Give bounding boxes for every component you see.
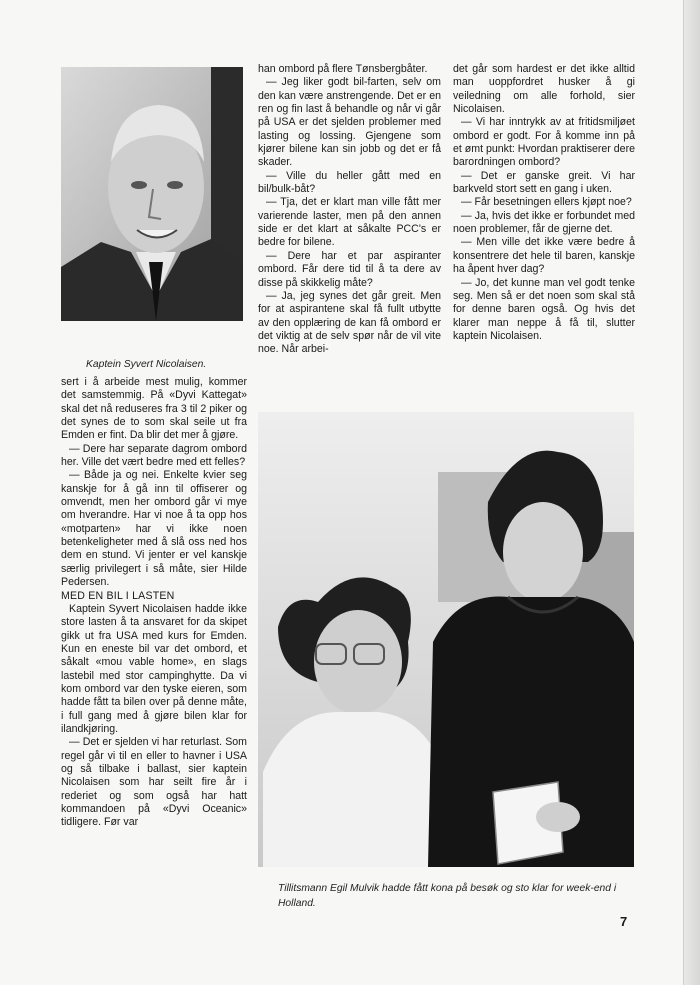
paragraph: — Tja, det er klart man ville fått mer varierende laster, men på den annen side er det klart at såkalte PCC's er bedre for bilene. [258, 196, 441, 249]
couple-photo [258, 412, 634, 867]
paragraph: — Ville du heller gått med en bil/bulk-båt? [258, 169, 441, 196]
paragraph: — Ja, jeg synes det går greit. Men for at aspirantene skal få fullt utbytte av den opplæring de kan få ombord er det viktig at de selv spør når de vil vite noe. Når arbei- [258, 289, 441, 356]
column-3 [453, 63, 635, 343]
paragraph: han ombord på flere Tønsbergbåter. [258, 63, 428, 75]
paragraph: — Både ja og nei. Enkelte kvier seg kanskje for å gå inn til offiserer og omvendt, men her ombord går vi mye om hverandre. Har vi noe å ta opp hos «motparten» har vi ikke noen betenkeligheter med å slå oss ned hos dem en stund. Vi jenter er vel kanskje særlig privilegert i så måte, sier Hilde Pedersen. [61, 469, 247, 589]
paragraph: — Får besetningen ellers kjøpt noe? [461, 196, 632, 209]
section-subheading: MED EN BIL I LASTEN [61, 589, 175, 602]
paragraph: Kaptein Syvert Nicolaisen hadde ikke store lasten å ta ansvaret for da skipet gikk ut fra USA med kurs for Emden. Kun en eneste bil var det ombord, et såkalt «mou vable home», en slags lastebil med stor campinghytte. Da vi kom ombord var den tyske eieren, som hadde fått ta bilen over på denne måte, i full gang med å gjøre bilen klar for ilandkjøring. [61, 602, 247, 735]
page-edge [683, 0, 700, 985]
captain-caption: Kaptein Syvert Nicolaisen. [86, 359, 207, 370]
paragraph: — Vi har inntrykk av at fritidsmiljøet ombord er godt. For å komme inn på et ømt punkt: Hvordan praktiserer dere barordningen ombord? [453, 116, 635, 169]
paragraph: — Dere har separate dagrom ombord her. Ville det vært bedre med ett felles? [61, 442, 247, 469]
paragraph: sert i å arbeide mest mulig, kommer det samstemmig. På «Dyvi Kattegat» skal det nå reduseres fra 3 til 2 piker og det synes de to som skal seile ut fra Emden er fint. Da blir det mer å gjøre. [61, 376, 247, 442]
paragraph: — Jo, det kunne man vel godt tenke seg. Men så er det noen som skal stå for denne baren også. Og hvis det klarer man neppe å få til, slutter kaptein Nicolaisen. [453, 276, 635, 342]
paragraph: — Men ville det ikke være bedre å konsentrere det hele til baren, kanskje ha åpent hver dag? [453, 236, 635, 276]
page-number: 7 [620, 914, 628, 929]
paragraph: — Det er ganske greit. Vi har barkveld stort sett en gang i uken. [453, 169, 635, 196]
column-2 [258, 63, 441, 357]
captain-photo [61, 67, 243, 321]
paragraph: det går som hardest er det ikke alltid man uoppfordret husker å gi veiledning om alle forhold, sier Nicolaisen. [453, 63, 635, 116]
column-1 [61, 376, 247, 830]
couple-caption: Tillitsmann Egil Mulvik hadde fått kona på besøk og sto klar for week-end i Holland. [278, 883, 617, 909]
paragraph: — Det er sjelden vi har returlast. Som regel går vi til en eller to havner i USA og så tilbake i ballast, sier kaptein Nicolaisen som har seilt fire år i rederiet og som også har hatt kommandoen på «Dyvi Oceanic» tidligere. Før var [61, 736, 247, 829]
paragraph: — Dere har et par aspiranter ombord. Får dere tid til å ta dere av disse på skikkelig måte? [258, 249, 441, 289]
paragraph: — Jeg liker godt bil-farten, selv om den kan være anstrengende. Det er en ren og fin last å behandle og når vi går på USA er det sjelden problemer med lasting og lossing. Gjengene som kjører bilene kan sin jobb og det er få skader. [258, 76, 441, 169]
paragraph: — Ja, hvis det ikke er forbundet med noen problemer, får de gjerne det. [453, 209, 635, 236]
